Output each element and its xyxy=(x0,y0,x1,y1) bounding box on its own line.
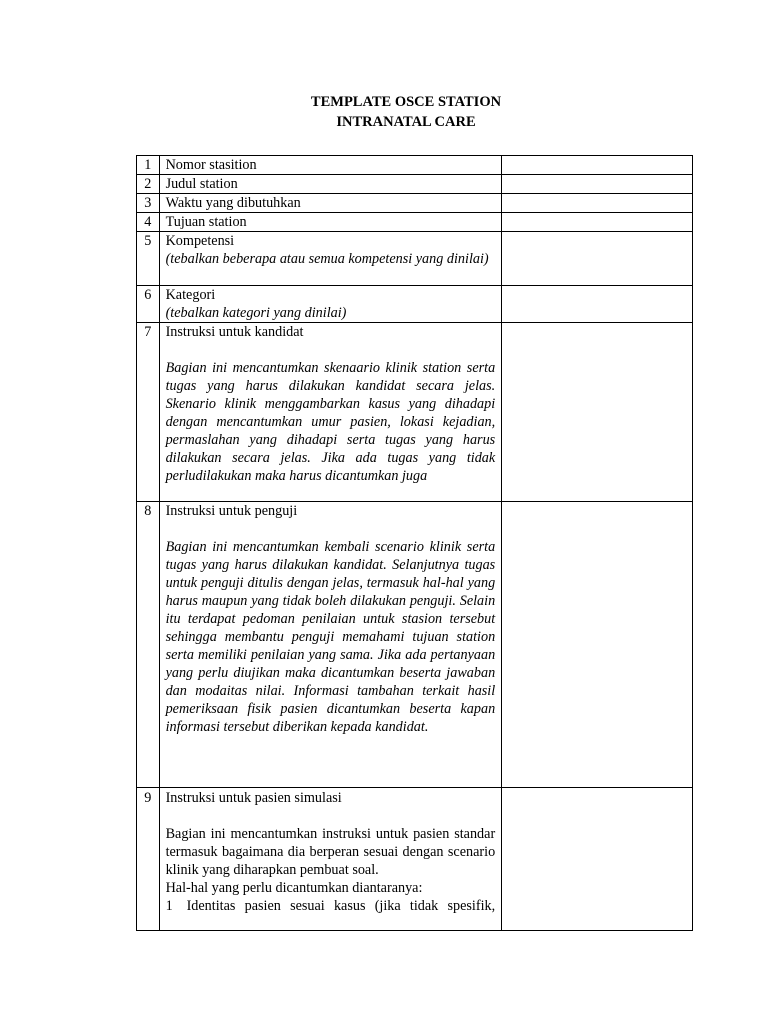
table-row xyxy=(137,194,693,213)
osce-template-table xyxy=(136,155,693,931)
row-label: Instruksi untuk penguji xyxy=(165,503,298,519)
answer-cell[interactable] xyxy=(502,323,693,502)
answer-cell[interactable] xyxy=(502,213,693,232)
row-content xyxy=(159,502,502,788)
row-label: Nomor stasition xyxy=(159,156,502,175)
table-row xyxy=(137,788,693,931)
table-row xyxy=(137,502,693,788)
document-subtitle: INTRANATAL CARE xyxy=(336,114,476,130)
table-row xyxy=(137,323,693,502)
answer-cell[interactable] xyxy=(502,788,693,931)
row-note: (tebalkan beberapa atau semua kompetensi yang dinilai) xyxy=(165,251,489,267)
answer-cell[interactable] xyxy=(502,194,693,213)
row-content xyxy=(159,286,502,323)
document-title: TEMPLATE OSCE STATION xyxy=(310,94,502,110)
table-row xyxy=(137,286,693,323)
row-content xyxy=(159,788,502,931)
table-row xyxy=(137,232,693,286)
row-body: Bagian ini mencantumkan kembali scenario klinik serta tugas yang harus dilakukan kandidat. Selanjutnya tugas untuk penguji ditulis dengan jelas, termasuk hal-hal yang harus maupun yang tidak boleh dilakukan penguji. Selain itu terdapat pedoman penilaian untuk stasion tersebut sehingga membantu penguji memahami tujuan station serta memiliki penilaian yang sama. Jika ada pertanyaan yang perlu diujikan maka dicantumkan beserta jawaban dan modaitas nilai. Informasi tambahan terkait hasil pemeriksaan fisik pasien dicantumkan beserta kapan informasi tersebut diberikan kepada kandidat. xyxy=(165,539,496,735)
table-row xyxy=(137,213,693,232)
row-content xyxy=(159,323,502,502)
row-extra: Hal-hal yang perlu dicantumkan diantaranya: xyxy=(165,880,423,896)
row-number: 5 xyxy=(137,232,160,286)
list-item xyxy=(166,897,496,915)
table-row xyxy=(137,156,693,175)
row-number: 1 xyxy=(137,156,160,175)
row-number: 7 xyxy=(137,323,160,502)
answer-cell[interactable] xyxy=(502,156,693,175)
row-label: Waktu yang dibutuhkan xyxy=(159,194,502,213)
row-number: 8 xyxy=(137,502,160,788)
row-number: 9 xyxy=(137,788,160,931)
row-content xyxy=(159,232,502,286)
answer-cell[interactable] xyxy=(502,232,693,286)
answer-cell[interactable] xyxy=(502,175,693,194)
row-number: 2 xyxy=(137,175,160,194)
row-body: Bagian ini mencantumkan instruksi untuk pasien standar termasuk bagaimana dia berperan sesuai dengan scenario klinik yang diharapkan pembuat soal. xyxy=(165,826,496,878)
row-body: Bagian ini mencantumkan skenaario klinik station serta tugas yang harus dilakukan kandidat secara jelas. Skenario klinik menggambarkan kasus yang dihadapi dengan mencantumkan umur pasien, lokasi kejadian, permaslahan yang dihadapi serta tugas yang harus dilakukan secara jelas. Jika ada tugas yang tidak perludilakukan maka harus dicantumkan juga xyxy=(165,360,496,484)
answer-cell[interactable] xyxy=(502,502,693,788)
row-label: Kategori xyxy=(165,287,216,303)
row-label: Kompetensi xyxy=(165,233,235,249)
row-note: (tebalkan kategori yang dinilai) xyxy=(165,305,347,321)
table-row xyxy=(137,175,693,194)
row-label: Judul station xyxy=(159,175,502,194)
row-label: Tujuan station xyxy=(159,213,502,232)
answer-cell[interactable] xyxy=(502,286,693,323)
row-number: 4 xyxy=(137,213,160,232)
row-number: 3 xyxy=(137,194,160,213)
row-label: Instruksi untuk pasien simulasi xyxy=(165,790,342,806)
list-item-text: Identitas pasien sesuai kasus (jika tidak spesifik, xyxy=(186,898,496,914)
row-label: Instruksi untuk kandidat xyxy=(165,324,304,340)
list-item-number: 1 xyxy=(165,898,173,914)
row-number: 6 xyxy=(137,286,160,323)
